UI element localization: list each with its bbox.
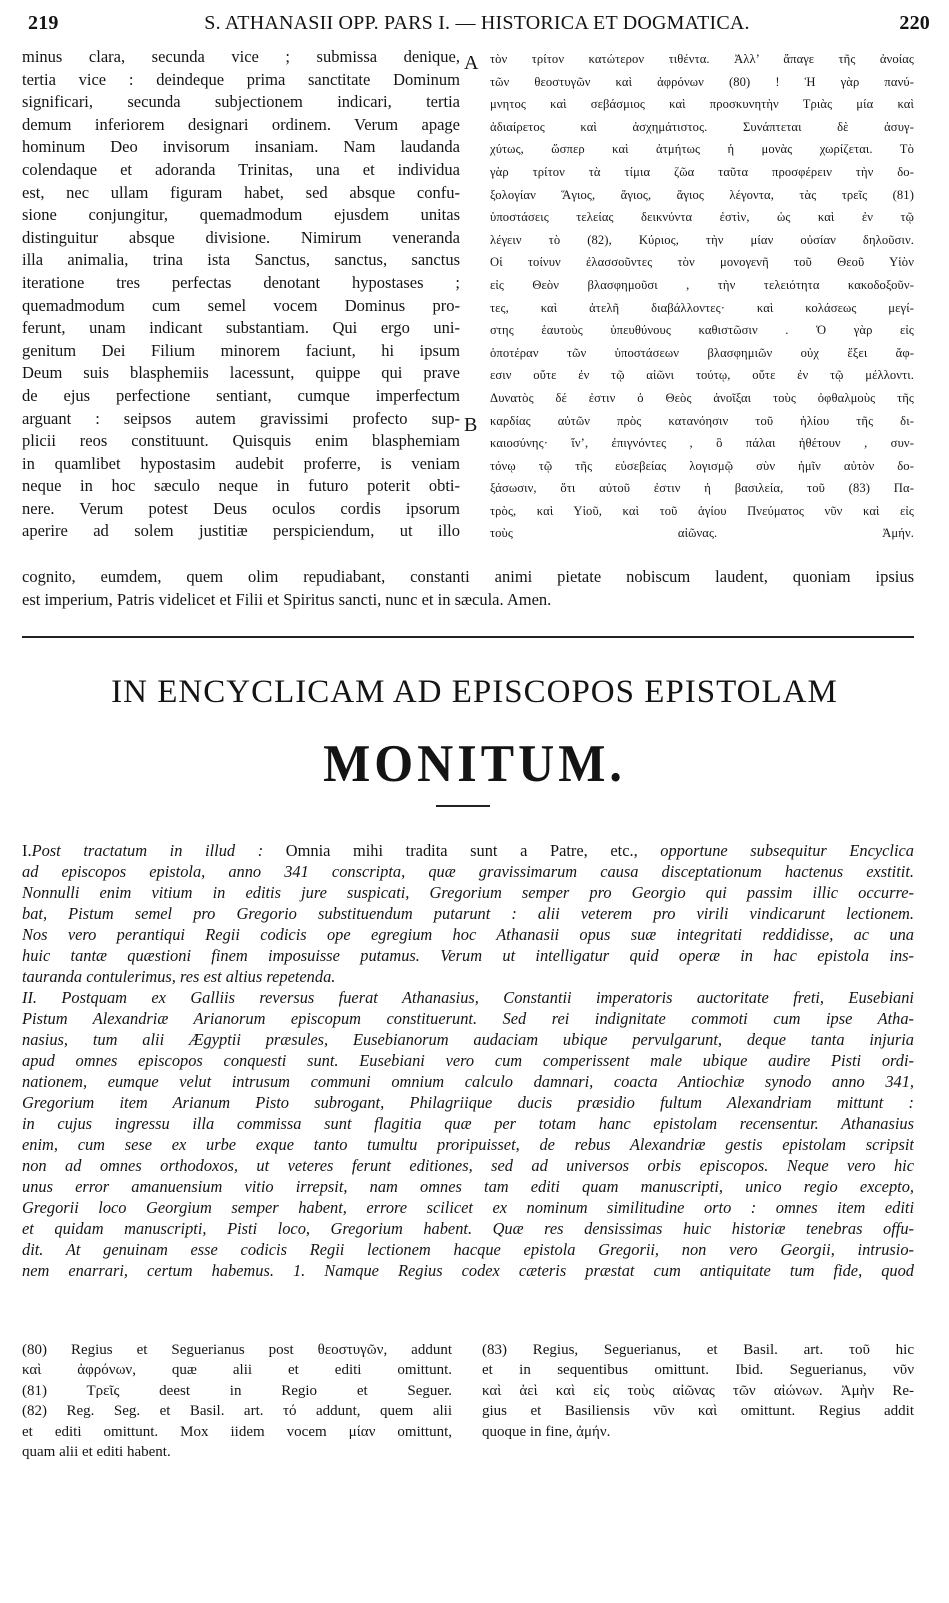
latin-line: distinguitur absque divisione. Nimirum veneranda bbox=[22, 227, 460, 247]
latin-line: iteratione tres perfectas denotant hypostases ; bbox=[22, 272, 460, 292]
latin-line: hominum Deo invisorum insaniam. Nam laudanda bbox=[22, 137, 460, 157]
footnote-line: καὶ ἀφρόνων, quæ alii et editi omittunt. bbox=[22, 1362, 452, 1379]
greek-line: ἀδιαίρετος καὶ ἀσχημάτιστος. Συνάπτεται δὲ ἀσυγ- bbox=[490, 119, 914, 134]
latin-line: colendaque et adoranda Trinitas, una et individua bbox=[22, 159, 460, 179]
monitum-line bbox=[22, 840, 914, 861]
latin-line: neque in hoc sæculo neque in futuro poterit obti- bbox=[22, 476, 460, 496]
monitum-line: et quidam manuscripti, Pisti loco, Gregorium habent. Quæ res densissimas huic historiæ tenebras offu- bbox=[22, 1219, 914, 1238]
monitum-line: Gregorii loco Georgium semper habent, errore scilicet ex nominum similitudine orto : omnes item editi bbox=[22, 1198, 914, 1217]
latin-line: significari, secunda subjectionem indicari, tertia bbox=[22, 92, 460, 112]
greek-column bbox=[490, 48, 914, 545]
monitum-line: in cujus ingressu illa commissa sunt flagitia quæ per totam hanc epistolam recensentur. Athanasius bbox=[22, 1114, 914, 1133]
footnote-line: (80) Regius et Seguerianus post θεοστυγῶν, addunt bbox=[22, 1342, 452, 1358]
footnote-line: (83) Regius, Seguerianus, et Basil. art. τοῦ hic bbox=[482, 1342, 914, 1358]
monitum-line-rest: opportune subsequitur Encyclica bbox=[637, 841, 914, 860]
paragraph-number: I. bbox=[22, 841, 32, 860]
greek-line: τόνῳ τῷ τῆς εὐσεβείας λογισμῷ σὺν ἡμῖν αὐτὸν δο- bbox=[490, 458, 914, 473]
greek-line: Οἱ τοίνυν ἐλασσοῦντες τὸν μονογενῆ τοῦ Θεοῦ Υἱὸν bbox=[490, 255, 914, 270]
monitum-line: Nonnulli enim vitium in editis jure suspicati, Gregorium semper pro Georgio qui passim illic occurre- bbox=[22, 883, 914, 902]
section-title: MONITUM. bbox=[323, 733, 626, 793]
latin-line: plicii reos constituunt. Quisquis enim blasphemiam bbox=[22, 431, 460, 451]
latin-line: genitum Dei Filium minorem faciunt, hi ipsum bbox=[22, 340, 460, 360]
greek-line: τοὺς αἰῶνας. Ἀμήν. bbox=[490, 526, 914, 541]
footnote-line: quam alii et editi habent. bbox=[22, 1444, 171, 1461]
latin-column bbox=[22, 46, 460, 543]
latin-line: quemadmodum cum semel vocem Dominus pro- bbox=[22, 295, 460, 315]
greek-line: τες, καὶ ἀτελῆ διαβάλλοντες· καὶ κολάσεως μεγί- bbox=[490, 300, 914, 315]
monitum-line: dit. At genuinam esse codicis Regii lectionem hacque epistola Gregorii, non vero Georgii, intrusio- bbox=[22, 1240, 914, 1259]
greek-line: εσιν οὔτε ἐν τῷ αἰῶνι τούτῳ, οὔτε ἐν τῷ μέλλοντι. bbox=[490, 368, 914, 383]
greek-line: ξάσωσιν, ὅτι αὐτοῦ ἐστιν ἡ βασιλεία, τοῦ (83) Πα- bbox=[490, 481, 914, 496]
latin-line: in quamlibet hypostasim audebit proferre, is veniam bbox=[22, 453, 460, 473]
greek-line: τρὸς, καὶ Υἱοῦ, καὶ τοῦ ἁγίου Πνεύματος νῦν καὶ εἰς bbox=[490, 503, 914, 518]
section-heading: IN ENCYCLICAM AD EPISCOPOS EPISTOLAM bbox=[111, 674, 838, 710]
latin-line: sione conjungitur, quemadmodum ejusdem unitas bbox=[22, 205, 460, 225]
latin-line: tertia vice : deindeque prima sanctitate Dominum bbox=[22, 69, 460, 89]
latin-line: de ejus perfectione sentiant, cumque imperfectum bbox=[22, 385, 460, 405]
monitum-line: nem enarrari, certum habemus. 1. Namque Regius codex cæteris præstat cum antiquitate tum fide, quod bbox=[22, 1261, 914, 1280]
monitum-line: enim, cum sese ex urbe exque tanto tumultu proripuisset, de rebus Alexandriæ gestis epistolam scripsit bbox=[22, 1135, 914, 1154]
greek-line: τὸν τρίτον κατώτερον τιθέντα. Ἀλλ’ ἄπαγε τῆς ἀνοίας bbox=[490, 52, 914, 66]
greek-line: ξολογίαν Ἅγιος, ἅγιος, ἅγιος λέγοντα, τὰς τρεῖς (81) bbox=[490, 187, 914, 202]
running-title: S. ATHANASII OPP. PARS I. — HISTORICA ET DOGMATICA. bbox=[204, 12, 750, 34]
page-number-right: 220 bbox=[899, 12, 930, 34]
monitum-line: II. Postquam ex Galliis reversus fuerat Athanasius, Constantii imperatoris auctoritate freti, Eusebiani bbox=[22, 988, 914, 1007]
monitum-line: Nos vero perantiqui Regii codicis ope egregium hoc Athanasii opus suæ integritati reddidisse, ac una bbox=[22, 925, 914, 944]
footnote-line: quoque in fine, ἀμήν. bbox=[482, 1423, 611, 1440]
greek-line: τῶν θεοστυγῶν καὶ ἀφρόνων (80) ! Ἡ γὰρ πανύ- bbox=[490, 74, 914, 89]
footnote-line: (82) Reg. Seg. et Basil. art. τό addunt, quem alii bbox=[22, 1403, 452, 1420]
monitum-line: bat, Pistum semel pro Gregorio substituendum putarunt : alii veterem pro virili vindicarunt lectionem. bbox=[22, 904, 914, 923]
monitum-line: ad episcopos epistola, anno 341 conscripta, quæ gravissimarum causa disceptationum hactenus exstitit. bbox=[22, 862, 914, 881]
monitum-line: Gregorium item Arianum Pisto subrogant, Philagriique ducis præsidio fultum Alexandriam mittunt : bbox=[22, 1093, 914, 1112]
greek-line: ὑποστάσεις τελείας δεικνύντα ἐστὶν, ὡς καὶ ἐν τῷ bbox=[490, 210, 914, 225]
monitum-line: huic tantæ quæstioni finem imposuisse putamus. Verum ut intelligatur quid operæ in hac epistola ins- bbox=[22, 946, 914, 965]
footnotes-right bbox=[482, 1340, 914, 1442]
greek-line: καρδίας αὐτῶν πρὸς κατανόησιν τοῦ ἡλίου τῆς δι- bbox=[490, 413, 914, 428]
footnote-line: et editi omittunt. Mox iidem vocem μίαν omittunt, bbox=[22, 1423, 452, 1440]
monitum-line: Pistum Alexandriæ Arianorum episcopum constituerunt. Sed rei indignitate commoti cum ipse Atha- bbox=[22, 1009, 914, 1028]
full-width-conclusion bbox=[22, 566, 914, 611]
latin-line: Deum suis blasphemiis lacessunt, quippe qui prave bbox=[22, 363, 460, 383]
latin-line: illa animalia, trina ista Sanctus, sanctus, sanctus bbox=[22, 250, 460, 270]
footnotes-left bbox=[22, 1340, 452, 1462]
greek-line: γὰρ τρίτον τὰ τίμια ζῶα ταῦτα προσφέρειν τὴν δο- bbox=[490, 164, 914, 179]
latin-line: nere. Verum potest Deus oculos cordis ipsorum bbox=[22, 498, 460, 518]
latin-line: aperire ad solem justitiæ perspiciendum, ut illo bbox=[22, 521, 460, 541]
monitum-line: unus error amanuensium vitio irrepsit, nam omnes tam editi quam manuscripti, unico regio excepto, bbox=[22, 1177, 914, 1196]
footnote-line: et in sequentibus omittunt. Ibid. Seguerianus, νῦν bbox=[482, 1362, 914, 1379]
latin-line: minus clara, secunda vice ; submissa denique, bbox=[22, 47, 460, 66]
greek-line: λέγειν τὸ (82), Κύριος, τὴν μίαν οὐσίαν δηλοῦσιν. bbox=[490, 232, 914, 247]
monitum-line: tauranda contulerimus, res est altius repetenda. bbox=[22, 967, 336, 986]
latin-line: demum inferiorem designari ordinem. Verum apage bbox=[22, 114, 460, 134]
latin-line: ferunt, unam indicant substantiam. Qui ergo uni- bbox=[22, 318, 460, 338]
section-divider bbox=[22, 636, 914, 638]
monitum-intro: Post tractatum in illud : bbox=[31, 841, 286, 860]
title-underline bbox=[436, 805, 490, 807]
monitum-quote: Omnia mihi tradita sunt a Patre, etc., bbox=[285, 841, 638, 860]
margin-letter-b: B bbox=[464, 414, 478, 436]
greek-line: μνητος καὶ σεβάσμιος καὶ προσκυνητὴν Τριὰς μία καὶ bbox=[490, 97, 914, 112]
monitum-text bbox=[22, 840, 914, 1281]
full-line: cognito, eumdem, quem olim repudiabant, constanti animi pietate nobiscum laudent, quoniam ipsius bbox=[22, 567, 914, 586]
page-number-left: 219 bbox=[28, 12, 59, 34]
monitum-line: nasius, tum alii Ægyptii præsules, Eusebianorum audaciam ubique pervulgarunt, deque tanta injuria bbox=[22, 1030, 914, 1049]
monitum-line: nationem, eumque velut intrusum communi omnium calculo damnari, coacta Antiochiæ synodo anno 341, bbox=[22, 1072, 914, 1091]
monitum-line: non ad omnes orthodoxos, ut veteres ferunt editiones, sed ad universos orbis episcopos. Neque vero hic bbox=[22, 1156, 914, 1175]
latin-line: arguant : seipsos autem gravissimi profecto sup- bbox=[22, 408, 460, 428]
greek-line: Δυνατὸς δέ ἐστιν ὁ Θεὸς ἀνοῖξαι τοὺς ὀφθαλμοὺς τῆς bbox=[490, 390, 914, 405]
greek-line: καιοσύνης· ἵν’, ἐπιγνόντες , ὃ πάλαι ἠθέτουν , συν- bbox=[490, 436, 914, 451]
greek-line: στης ἑαυτοὺς ὑπευθύνους καθιστῶσιν . Ὁ γὰρ εἰς bbox=[490, 323, 914, 338]
footnote-line: καὶ ἀεὶ καὶ εἰς τοὺς αἰῶνας τῶν αἰώνων. Ἀμὴν Re- bbox=[482, 1382, 914, 1399]
footnote-line: gius et Basiliensis νῦν καὶ omittunt. Regius addit bbox=[482, 1403, 914, 1420]
full-line: est imperium, Patris videlicet et Filii et Spiritus sancti, nunc et in sæcula. Amen. bbox=[22, 589, 552, 609]
footnote-line: (81) Τρεῖς deest in Regio et Seguer. bbox=[22, 1382, 452, 1399]
greek-line: ὁποτέραν τῶν ὑποστάσεων βλασφημιῶν οὐχ ἕξει ἄφ- bbox=[490, 345, 914, 360]
latin-line: est, nec ullam figuram habet, sed absque confu- bbox=[22, 182, 460, 202]
margin-letter-a: A bbox=[464, 52, 479, 74]
greek-line: χύτως, ὥσπερ καὶ ἀτμήτως ἡ μονὰς χωρίζεται. Τὸ bbox=[490, 142, 914, 157]
monitum-line: apud omnes episcopos conquesti sunt. Eusebiani vero cum comperissent male ubique audire Pisti ordi- bbox=[22, 1051, 914, 1070]
greek-line: εἰς Θεὸν βλασφημοῦσι , τὴν τελειότητα κακοδοξοῦν- bbox=[490, 277, 914, 292]
running-header bbox=[22, 10, 932, 40]
